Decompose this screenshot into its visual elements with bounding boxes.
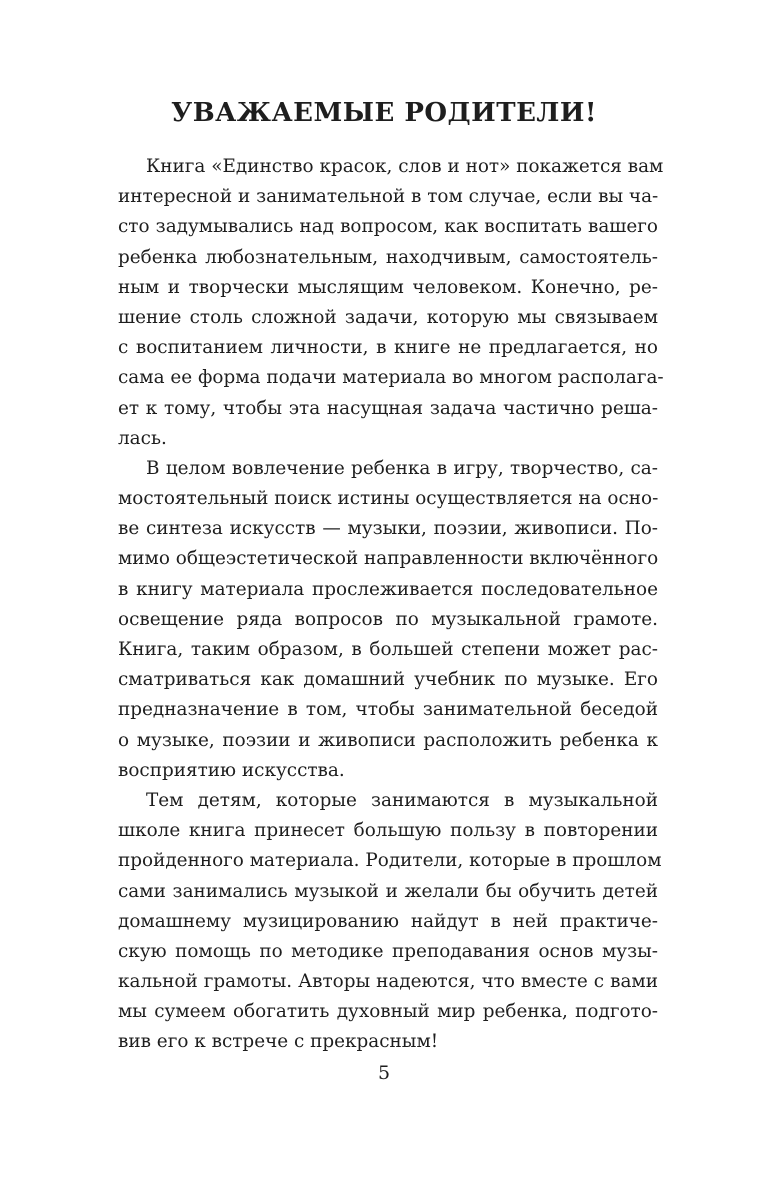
text-line: Книга «Единство красок, слов и нот» покажется вам [146,156,664,177]
paragraph-2 [118,454,658,786]
text-line: о музыке, поэзии и живописи расположить ребенка к [118,729,658,751]
text-line: шение столь сложной задачи, которую мы связываем [118,306,658,328]
text-line: кальной грамоты. Авторы надеются, что вместе с вами [118,971,658,993]
text-line: восприятию искусства. [118,759,345,781]
text-line: предназначение в том, чтобы занимательной беседой [118,699,658,721]
paragraph-1 [118,152,664,454]
page-number: 5 [377,1062,391,1084]
text-line: сама ее форма подачи материала во многом располага- [118,367,664,389]
text-line: мы сумеем обогатить духовный мир ребенка, подгото- [118,1001,658,1023]
text-line: вив его к встрече с прекрасным! [118,1031,439,1053]
text-line: лась. [118,427,167,449]
body-text [118,152,664,1058]
text-line: в книгу материала прослеживается последовательное [118,578,658,600]
text-line: мостоятельный поиск истины осуществляется на осно- [118,488,659,510]
text-line: сами занимались музыкой и желали бы обучить детей [118,880,658,902]
text-line: ве синтеза искусств — музыки, поэзии, живописи. По- [118,518,658,540]
text-line: ет к тому, чтобы эта насущная задача частично реша- [118,397,658,419]
text-line: ным и творчески мыслящим человеком. Конечно, ре- [118,276,658,298]
paragraph-3 [118,786,662,1058]
text-line: скую помощь по методике преподавания основ музы- [118,940,658,962]
text-line: ребенка любознательным, находчивым, самостоятель- [118,246,658,268]
text-line: сто задумывались над вопросом, как воспитать вашего [118,216,658,238]
text-line: пройденного материала. Родители, которые в прошлом [118,850,662,872]
text-line: сматриваться как домашний учебник по музыке. Его [118,669,658,691]
text-line: с воспитанием личности, в книге не предлагается, но [118,337,658,359]
text-line: школе книга принесет большую пользу в повторении [118,820,658,842]
text-line: домашнему музицированию найдут в ней практиче- [118,910,658,932]
text-line: Книга, таким образом, в большей степени может рас- [118,639,658,660]
page-title: УВАЖАЕМЫЕ РОДИТЕЛИ! [171,98,597,128]
text-line: освещение ряда вопросов по музыкальной грамоте. [118,608,658,630]
text-line: В целом вовлечение ребенка в игру, творчество, са- [146,457,658,479]
text-line: интересной и занимательной в том случае, если вы ча- [118,186,659,208]
text-line: Тем детям, которые занимаются в музыкальной [146,789,658,811]
text-line: мимо общеэстетической направленности включённого [118,548,659,570]
